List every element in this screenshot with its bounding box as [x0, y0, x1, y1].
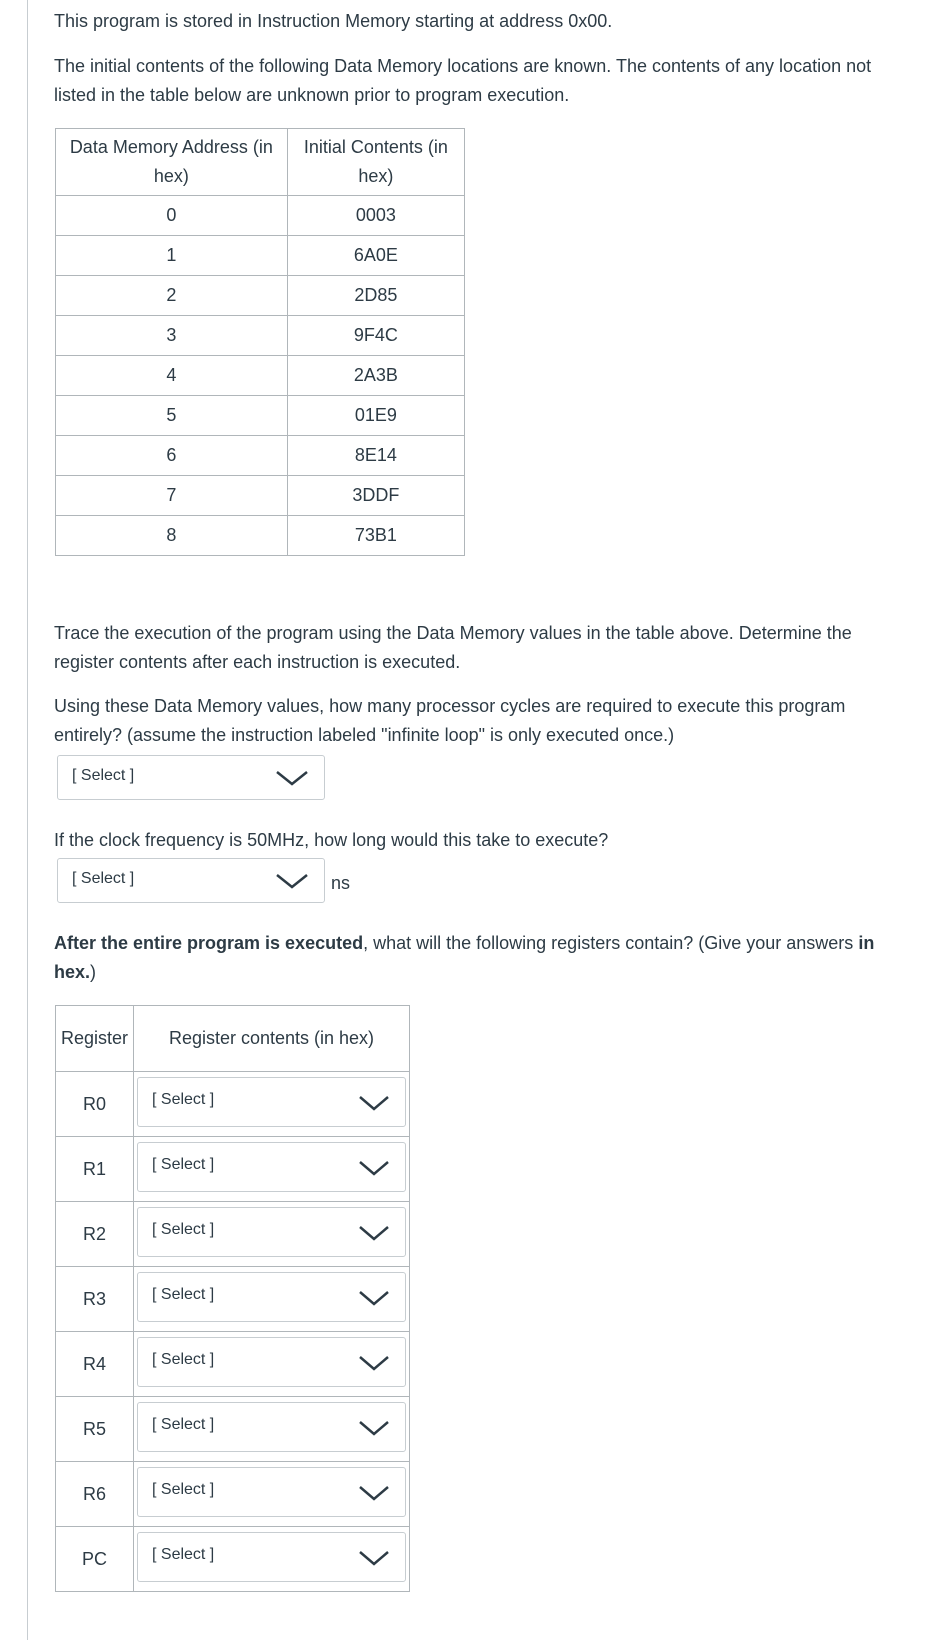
memory-contents-cell: 9F4C — [287, 316, 464, 356]
registers-question-bold: After the entire program is executed — [54, 933, 364, 953]
chevron-down-icon — [357, 1158, 391, 1178]
memory-address-cell: 2 — [56, 276, 288, 316]
select-label: [ Select ] — [152, 1416, 215, 1433]
register-name: R2 — [56, 1202, 134, 1267]
memory-contents-cell: 2D85 — [287, 276, 464, 316]
chevron-down-icon — [274, 768, 310, 788]
chevron-down-icon — [357, 1288, 391, 1308]
register-r0-select[interactable] — [137, 1077, 406, 1127]
table-row — [56, 396, 465, 436]
cycles-select[interactable] — [57, 755, 325, 800]
table-row — [56, 1527, 410, 1592]
register-r3-select[interactable] — [137, 1272, 406, 1322]
left-border-rail — [27, 0, 28, 1640]
memory-contents-cell: 3DDF — [287, 476, 464, 516]
ns-unit-label: ns — [331, 873, 351, 893]
memory-contents-cell: 8E14 — [287, 436, 464, 476]
register-name: R4 — [56, 1332, 134, 1397]
table-row — [56, 1332, 410, 1397]
register-r2-select[interactable] — [137, 1207, 406, 1257]
clock-question: If the clock frequency is 50MHz, how long would this take to execute? — [54, 830, 609, 850]
memory-address-cell: 0 — [56, 196, 288, 236]
select-label: [ Select ] — [152, 1351, 215, 1368]
memory-address-cell: 4 — [56, 356, 288, 396]
clock-time-select[interactable] — [57, 858, 325, 903]
memory-contents-cell: 6A0E — [287, 236, 464, 276]
register-name: R0 — [56, 1072, 134, 1137]
table-row — [56, 1072, 410, 1137]
register-cell — [134, 1332, 410, 1397]
table-header-row — [56, 129, 465, 196]
header-address: Data Memory Address (in hex) — [56, 129, 288, 196]
memory-address-cell: 7 — [56, 476, 288, 516]
memory-contents-cell: 01E9 — [287, 396, 464, 436]
chevron-down-icon — [357, 1353, 391, 1373]
memory-contents-cell: 2A3B — [287, 356, 464, 396]
chevron-down-icon — [357, 1223, 391, 1243]
intro-line-1: This program is stored in Instruction Memory starting at address 0x00. — [54, 11, 613, 31]
table-header-row — [56, 1006, 410, 1072]
memory-address-cell: 5 — [56, 396, 288, 436]
registers-question — [54, 929, 914, 987]
register-pc-select[interactable] — [137, 1532, 406, 1582]
trace-instructions: Trace the execution of the program using the Data Memory values in the table above. Determine the register contents after each instruction is executed. — [54, 623, 852, 672]
header-register-contents: Register contents (in hex) — [134, 1006, 410, 1072]
register-r6-select[interactable] — [137, 1467, 406, 1517]
registers-question-bold-2: in hex. — [54, 933, 875, 982]
table-row — [56, 436, 465, 476]
register-r1-select[interactable] — [137, 1142, 406, 1192]
table-row — [56, 516, 465, 556]
cycles-question: Using these Data Memory values, how many processor cycles are required to execute this program entirely? (assume the instruction labeled "infinite loop" is only executed once.) — [54, 696, 846, 745]
registers-question-text: , what will the following registers contain? (Give your answers — [363, 933, 859, 953]
clock-time-select-label: [ Select ] — [72, 870, 135, 887]
register-cell — [134, 1202, 410, 1267]
register-name: R3 — [56, 1267, 134, 1332]
registers-question-end: ) — [90, 962, 97, 982]
register-name: PC — [56, 1527, 134, 1592]
table-row — [56, 316, 465, 356]
chevron-down-icon — [274, 871, 310, 891]
memory-address-cell: 6 — [56, 436, 288, 476]
register-cell — [134, 1072, 410, 1137]
register-cell — [134, 1527, 410, 1592]
table-row — [56, 1397, 410, 1462]
register-table — [55, 1005, 410, 1592]
select-label: [ Select ] — [152, 1481, 215, 1498]
table-row — [56, 196, 465, 236]
data-memory-table — [55, 128, 465, 556]
table-row — [56, 1137, 410, 1202]
register-name: R6 — [56, 1462, 134, 1527]
register-name: R1 — [56, 1137, 134, 1202]
memory-address-cell: 8 — [56, 516, 288, 556]
header-register: Register — [56, 1006, 134, 1072]
register-r4-select[interactable] — [137, 1337, 406, 1387]
select-label: [ Select ] — [152, 1221, 215, 1238]
register-cell — [134, 1462, 410, 1527]
select-label: [ Select ] — [152, 1156, 215, 1173]
select-label: [ Select ] — [152, 1091, 215, 1108]
memory-address-cell: 1 — [56, 236, 288, 276]
chevron-down-icon — [357, 1483, 391, 1503]
cycles-select-label: [ Select ] — [72, 767, 135, 784]
memory-address-cell: 3 — [56, 316, 288, 356]
memory-contents-cell: 0003 — [287, 196, 464, 236]
table-row — [56, 236, 465, 276]
table-row — [56, 356, 465, 396]
table-row — [56, 1267, 410, 1332]
register-cell — [134, 1267, 410, 1332]
register-r5-select[interactable] — [137, 1402, 406, 1452]
register-cell — [134, 1137, 410, 1202]
table-row — [56, 276, 465, 316]
register-name: R5 — [56, 1397, 134, 1462]
intro-line-2: The initial contents of the following Data Memory locations are known. The contents of any location not listed in the table below are unknown prior to program execution. — [54, 56, 872, 105]
chevron-down-icon — [357, 1418, 391, 1438]
register-cell — [134, 1397, 410, 1462]
table-row — [56, 476, 465, 516]
table-row — [56, 1462, 410, 1527]
table-row — [56, 1202, 410, 1267]
select-label: [ Select ] — [152, 1286, 215, 1303]
select-label: [ Select ] — [152, 1546, 215, 1563]
chevron-down-icon — [357, 1093, 391, 1113]
chevron-down-icon — [357, 1548, 391, 1568]
memory-contents-cell: 73B1 — [287, 516, 464, 556]
header-contents: Initial Contents (in hex) — [287, 129, 464, 196]
